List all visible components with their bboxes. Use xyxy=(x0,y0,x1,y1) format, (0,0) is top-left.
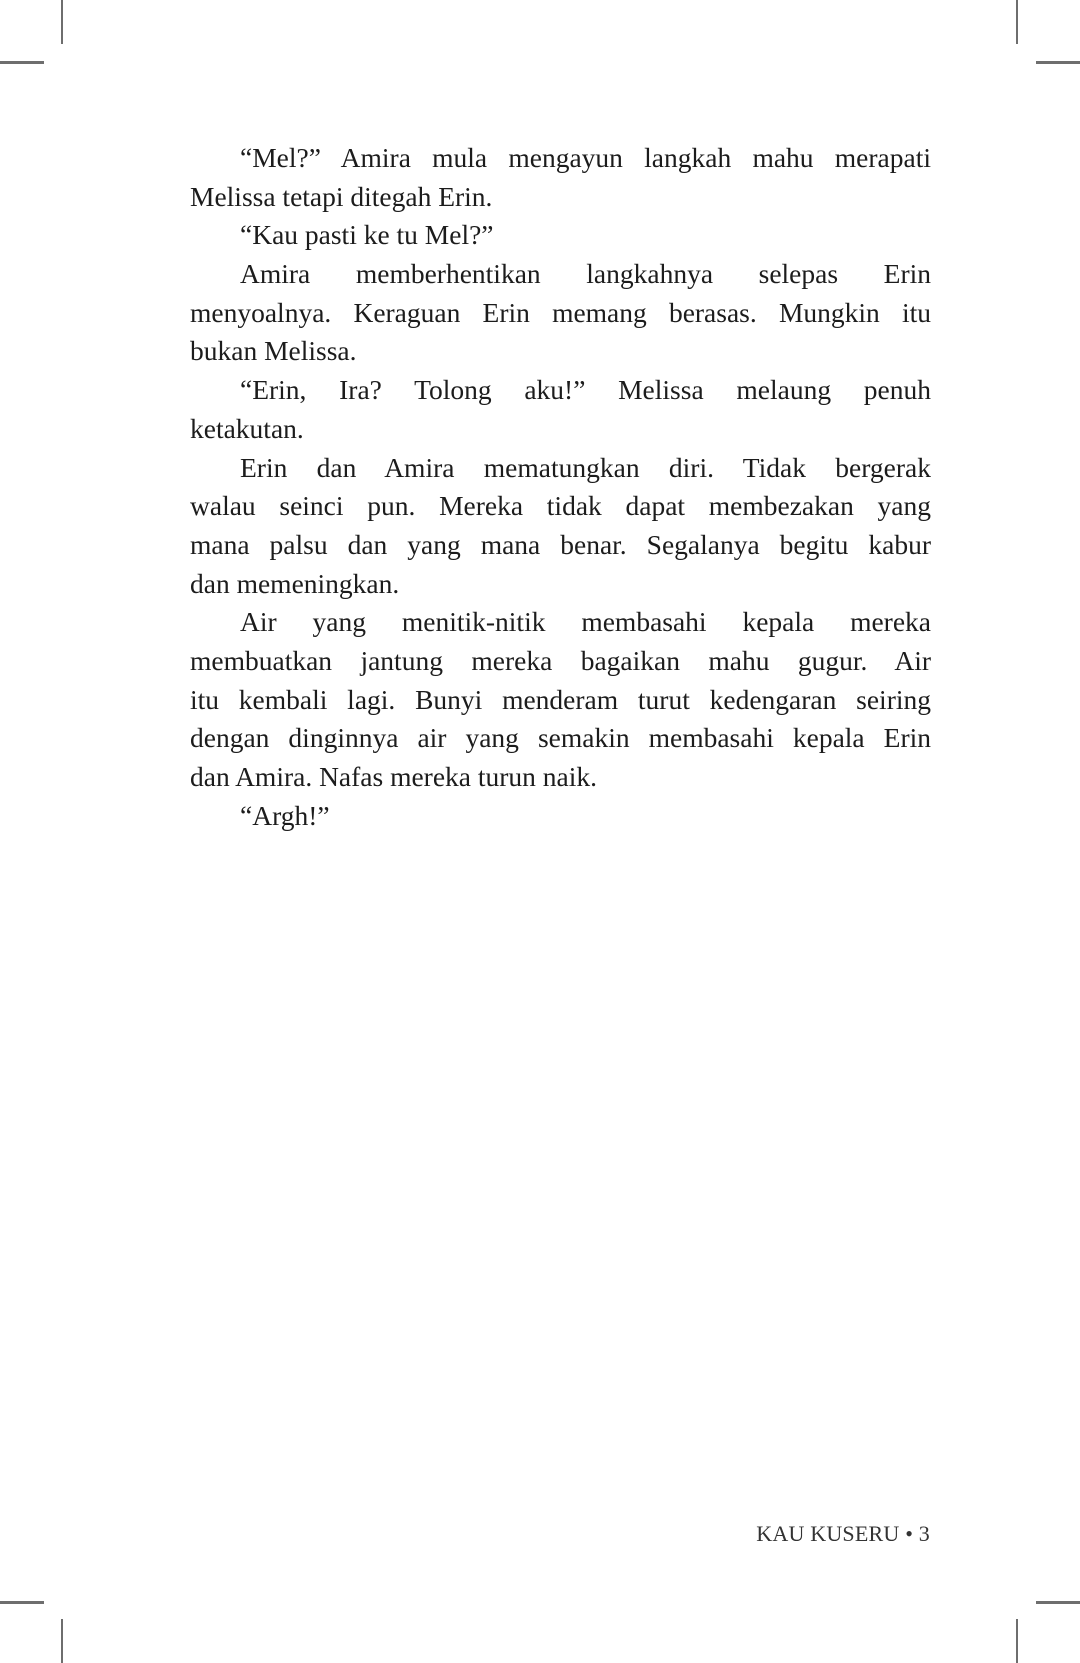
text-line: Amira memberhentikan langkahnya selepas Erin xyxy=(240,258,931,290)
text-line: “Erin, Ira? Tolong aku!” Melissa melaung penuh xyxy=(240,374,931,406)
crop-mark-top-left-horizontal xyxy=(0,61,44,64)
text-line: Air yang menitik-nitik membasahi kepala mereka xyxy=(240,606,931,638)
text-line: Melissa tetapi ditegah Erin. xyxy=(190,180,493,212)
paragraph xyxy=(190,216,931,255)
text-line: ketakutan. xyxy=(190,412,304,444)
paragraph xyxy=(190,255,931,371)
body-text xyxy=(190,139,931,835)
text-line: walau seinci pun. Mereka tidak dapat membezakan yang xyxy=(190,490,931,522)
running-footer xyxy=(756,1521,930,1547)
footer-separator: • xyxy=(905,1521,914,1546)
paragraph xyxy=(190,797,931,836)
text-line: “Argh!” xyxy=(240,799,330,831)
text-line: “Kau pasti ke tu Mel?” xyxy=(240,219,494,251)
text-line: dan Amira. Nafas mereka turun naik. xyxy=(190,761,598,792)
text-line: “Mel?” Amira mula mengayun langkah mahu merapati xyxy=(240,142,931,173)
paragraph xyxy=(190,603,931,796)
paragraph xyxy=(190,449,931,604)
crop-mark-bottom-right-vertical xyxy=(1016,1619,1018,1663)
text-line: menyoalnya. Keraguan Erin memang berasas. Mungkin itu xyxy=(190,296,931,328)
text-line: dengan dinginnya air yang semakin membasahi kepala Erin xyxy=(190,722,931,754)
text-line: itu kembali lagi. Bunyi menderam turut kedengaran seiring xyxy=(190,683,931,715)
crop-mark-bottom-left-horizontal xyxy=(0,1601,44,1604)
text-line: dan memeningkan. xyxy=(190,567,400,599)
text-line: membuatkan jantung mereka bagaikan mahu gugur. Air xyxy=(190,644,931,676)
text-line: bukan Melissa. xyxy=(190,335,357,367)
text-line: Erin dan Amira mematungkan diri. Tidak bergerak xyxy=(240,451,931,483)
crop-mark-top-left-vertical xyxy=(61,0,63,44)
crop-mark-bottom-right-horizontal xyxy=(1036,1601,1080,1604)
crop-mark-top-right-horizontal xyxy=(1036,61,1080,64)
page-number: 3 xyxy=(918,1521,930,1546)
crop-mark-bottom-left-vertical xyxy=(61,1619,63,1663)
paragraph xyxy=(190,371,931,448)
text-line: mana palsu dan yang mana benar. Segalanya begitu kabur xyxy=(190,528,931,560)
paragraph xyxy=(190,139,931,216)
book-title: KAU KUSERU xyxy=(756,1521,900,1546)
crop-mark-top-right-vertical xyxy=(1016,0,1018,44)
